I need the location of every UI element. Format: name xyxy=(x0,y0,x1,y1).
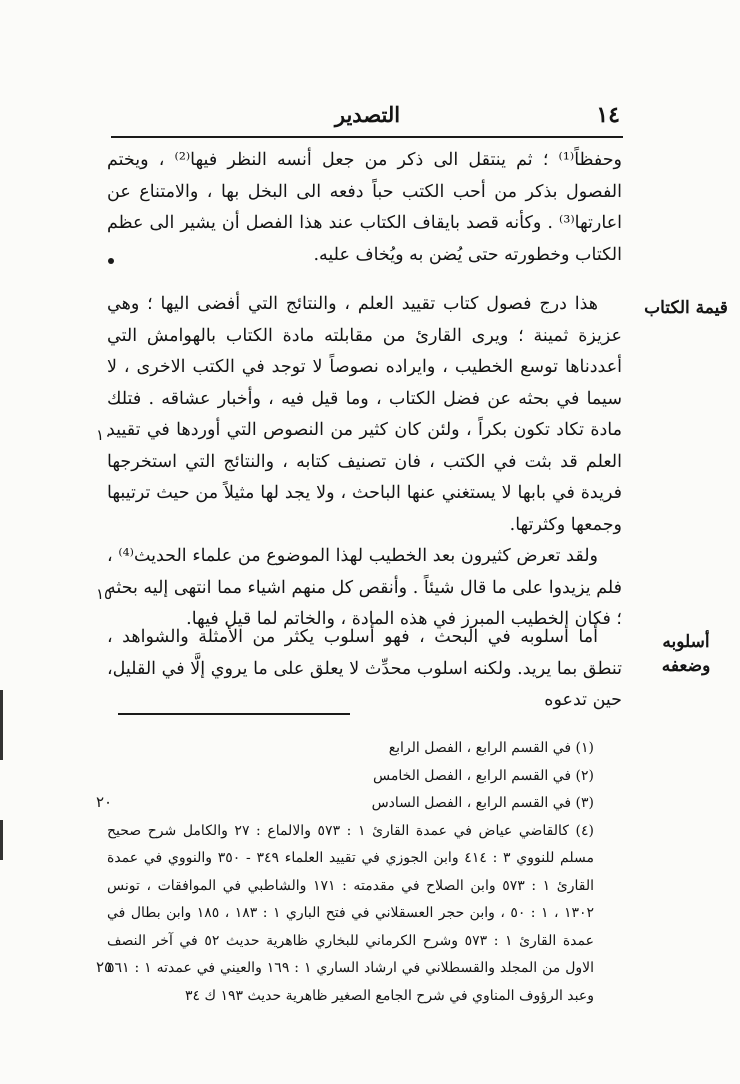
scan-edge-mark xyxy=(0,690,3,760)
section-style xyxy=(107,622,622,717)
section-continuation xyxy=(107,145,622,271)
running-title: التصدير xyxy=(334,102,401,127)
footnote-4: (٤) كالقاضي عياض في عمدة القارئ ١ : ٥٧٣ والالماع : ٢٧ والكامل شرح صحيح مسلم للنووي ٣ : ٤١٤ وابن الجوزي في تقييد العلماء ٣٤٩ - ٣٥٠ والنووي في عمدة القارئ ١ : ٥٧٣ وابن الصلاح في مقدمته : ١٧١ والشاطبي في الموافقات ، تونس ١٣٠٢ ، ١ : ٥٠ ، وابن حجر العسقلاني في فتح الباري ١ : ١٨٣ ، ١٨٥ وابن بطال في عمدة القارئ ١ : ٥٧٣ وشرح الكرماني للبخاري ظاهرية حديث ٥٢ في آخر النصف الاول من المجلد والقسطلاني في ارشاد الساري ١ : ١٦٩ والعيني في عمدته ١ : ٥٦١ وعبد الرؤوف المناوي في شرح الجامع الصغير ظاهرية حديث ١٩٣ ك ٣٤ xyxy=(107,822,595,1004)
line-number-15: ١٥ xyxy=(96,585,113,603)
footnote-rule xyxy=(118,713,350,715)
line-number-25: ٢٥ xyxy=(96,958,113,976)
margin-dot xyxy=(108,258,114,264)
line-number-10: ١٠ xyxy=(96,426,113,444)
style-paragraph: أما أسلوبه في البحث ، فهو أسلوب يكثر من الأمثلة والشواهد ، تنطق بما يريد. ولكنه اسلوب محدِّث لا يعلق على ما يروي إلَّا في القليل، حين تدعوه xyxy=(107,627,622,710)
scan-edge-mark-lower xyxy=(0,820,3,860)
later-scholars-paragraph: ولقد تعرض كثيرون بعد الخطيب لهذا الموضوع من علماء الحديث⁽⁴⁾ ، فلم يزيدوا على ما قال شيئاً . وأنقص كل منهم اشياء مما انتهى إليه بحثه ؛ فكان الخطيب المبرز في هذه المادة ، والخاتم لما قيل فيها. xyxy=(107,546,622,629)
side-note-style: أسلوبه وضعفه xyxy=(661,632,711,676)
footnotes xyxy=(107,735,622,1010)
footnote-3: (٣) في القسم الرابع ، الفصل السادس xyxy=(371,795,594,811)
book-value-paragraph: هذا درج فصول كتاب تقييد العلم ، والنتائج التي أفضى اليها ؛ وهي عزيزة ثمينة ؛ ويرى القارئ من مقابلته مادة الكتاب بالهوامش التي أعددناها توسع الخطيب ، وايراده نصوصاً لا توجد في الكتب الاخرى ، لا سيما في بحثه عن فضل الكتاب ، وما قيل فيه ، وأخبار عشاقه . فتلك مادة تكاد تكون بكراً ، ولئن كان كثير من النصوص التي أوردها في تقييد العلم قد بثت في الكتب ، فان تصنيف كتابه ، والنتائج التي استخرجها فريدة في بابها لا يستغني عنها الباحث ، ولا يجد لها مثيلاً من حيث ترتيبها وجمعها وكثرتها. xyxy=(107,294,622,535)
page-number: ١٤ xyxy=(596,102,620,128)
section-book-value xyxy=(107,289,622,636)
footnote-2: (٢) في القسم الرابع ، الفصل الخامس xyxy=(373,767,594,784)
continuation-paragraph: وحفظاً⁽¹⁾ ؛ ثم ينتقل الى ذكر من جعل أنسه النظر فيها⁽²⁾ ، ويختم الفصول بذكر من أحب الكتب حباً دفعه الى البخل بها ، والامتناع عن اعارتها⁽³⁾ . وكأنه قصد بايقاف الكتاب عند هذا الفصل أن يشير الى عظم الكتاب وخطورته حتى يُضن به ويُخاف عليه. xyxy=(107,150,622,265)
header-rule xyxy=(111,136,623,138)
line-number-20: ٢٠ xyxy=(96,793,113,811)
side-note-book-value: قيمة الكتاب xyxy=(644,298,728,318)
page-header xyxy=(115,102,620,132)
footnote-1: (١) في القسم الرابع ، الفصل الرابع xyxy=(388,740,594,756)
